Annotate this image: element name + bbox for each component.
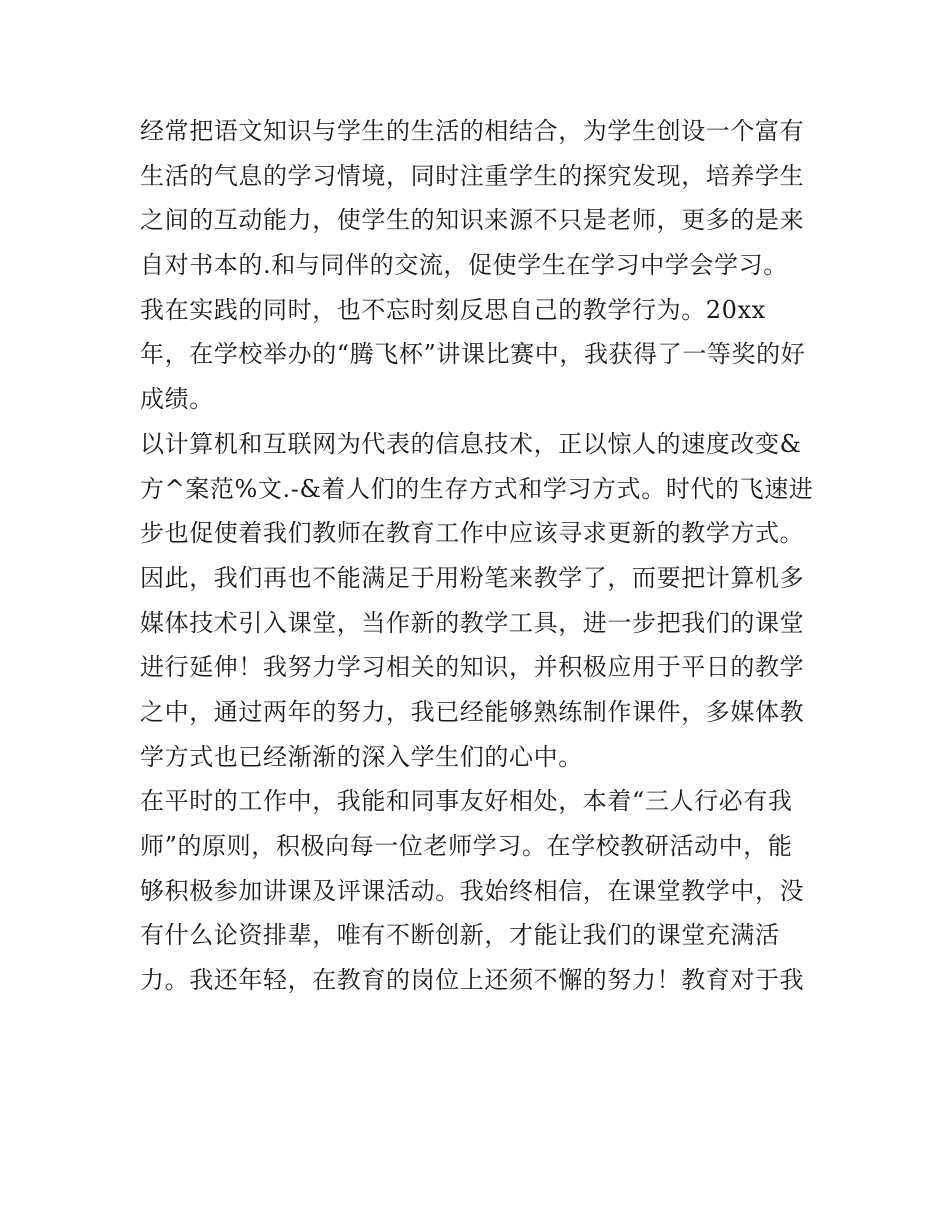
text-line: 学方式也已经渐渐的深入学生们的心中。 <box>140 742 583 771</box>
text-line: 进行延伸！我努力学习相关的知识，并积极应用于平日的教学 <box>140 653 805 682</box>
text-line: 方^案范%文.-&着人们的生存方式和学习方式。时代的飞速进 <box>140 474 814 503</box>
text-line: 之中，通过两年的努力，我已经能够熟练制作课件，多媒体教 <box>140 697 805 726</box>
text-line: 自对书本的.和与同伴的交流，促使学生在学习中学会学习。 <box>140 251 788 280</box>
text-line: 有什么论资排辈，唯有不断创新，才能让我们的课堂充满活 <box>140 921 780 950</box>
text-line: 经常把语文知识与学生的生活的相结合，为学生创设一个富有 <box>140 117 805 145</box>
text-line: 在平时的工作中，我能和同事友好相处，本着“三人行必有我 <box>140 787 793 816</box>
document-body <box>140 109 820 1003</box>
text-line: 我在实践的同时，也不忘时刻反思自己的教学行为。20xx <box>140 295 766 324</box>
text-line: 生活的气息的学习情境，同时注重学生的探究发现，培养学生 <box>140 161 805 190</box>
text-line: 力。我还年轻，在教育的岗位上还须不懈的努力！教育对于我 <box>140 966 805 995</box>
text-line: 成绩。 <box>140 385 214 414</box>
text-line: 师”的原则，积极向每一位老师学习。在学校教研活动中，能 <box>140 832 793 860</box>
text-line: 步也促使着我们教师在教育工作中应该寻求更新的教学方式。 <box>140 519 805 548</box>
text-line: 媒体技术引入课堂，当作新的教学工具，进一步把我们的课堂 <box>140 608 805 637</box>
text-line: 因此，我们再也不能满足于用粉笔来教学了，而要把计算机多 <box>140 563 805 592</box>
text-line: 以计算机和互联网为代表的信息技术，正以惊人的速度改变& <box>140 429 802 458</box>
text-line: 够积极参加讲课及评课活动。我始终相信，在课堂教学中，没 <box>140 876 805 905</box>
text-line: 年，在学校举办的“腾飞杯”讲课比赛中，我获得了一等奖的好 <box>140 340 806 369</box>
text-line: 之间的互动能力，使学生的知识来源不只是老师，更多的是来 <box>140 206 805 235</box>
